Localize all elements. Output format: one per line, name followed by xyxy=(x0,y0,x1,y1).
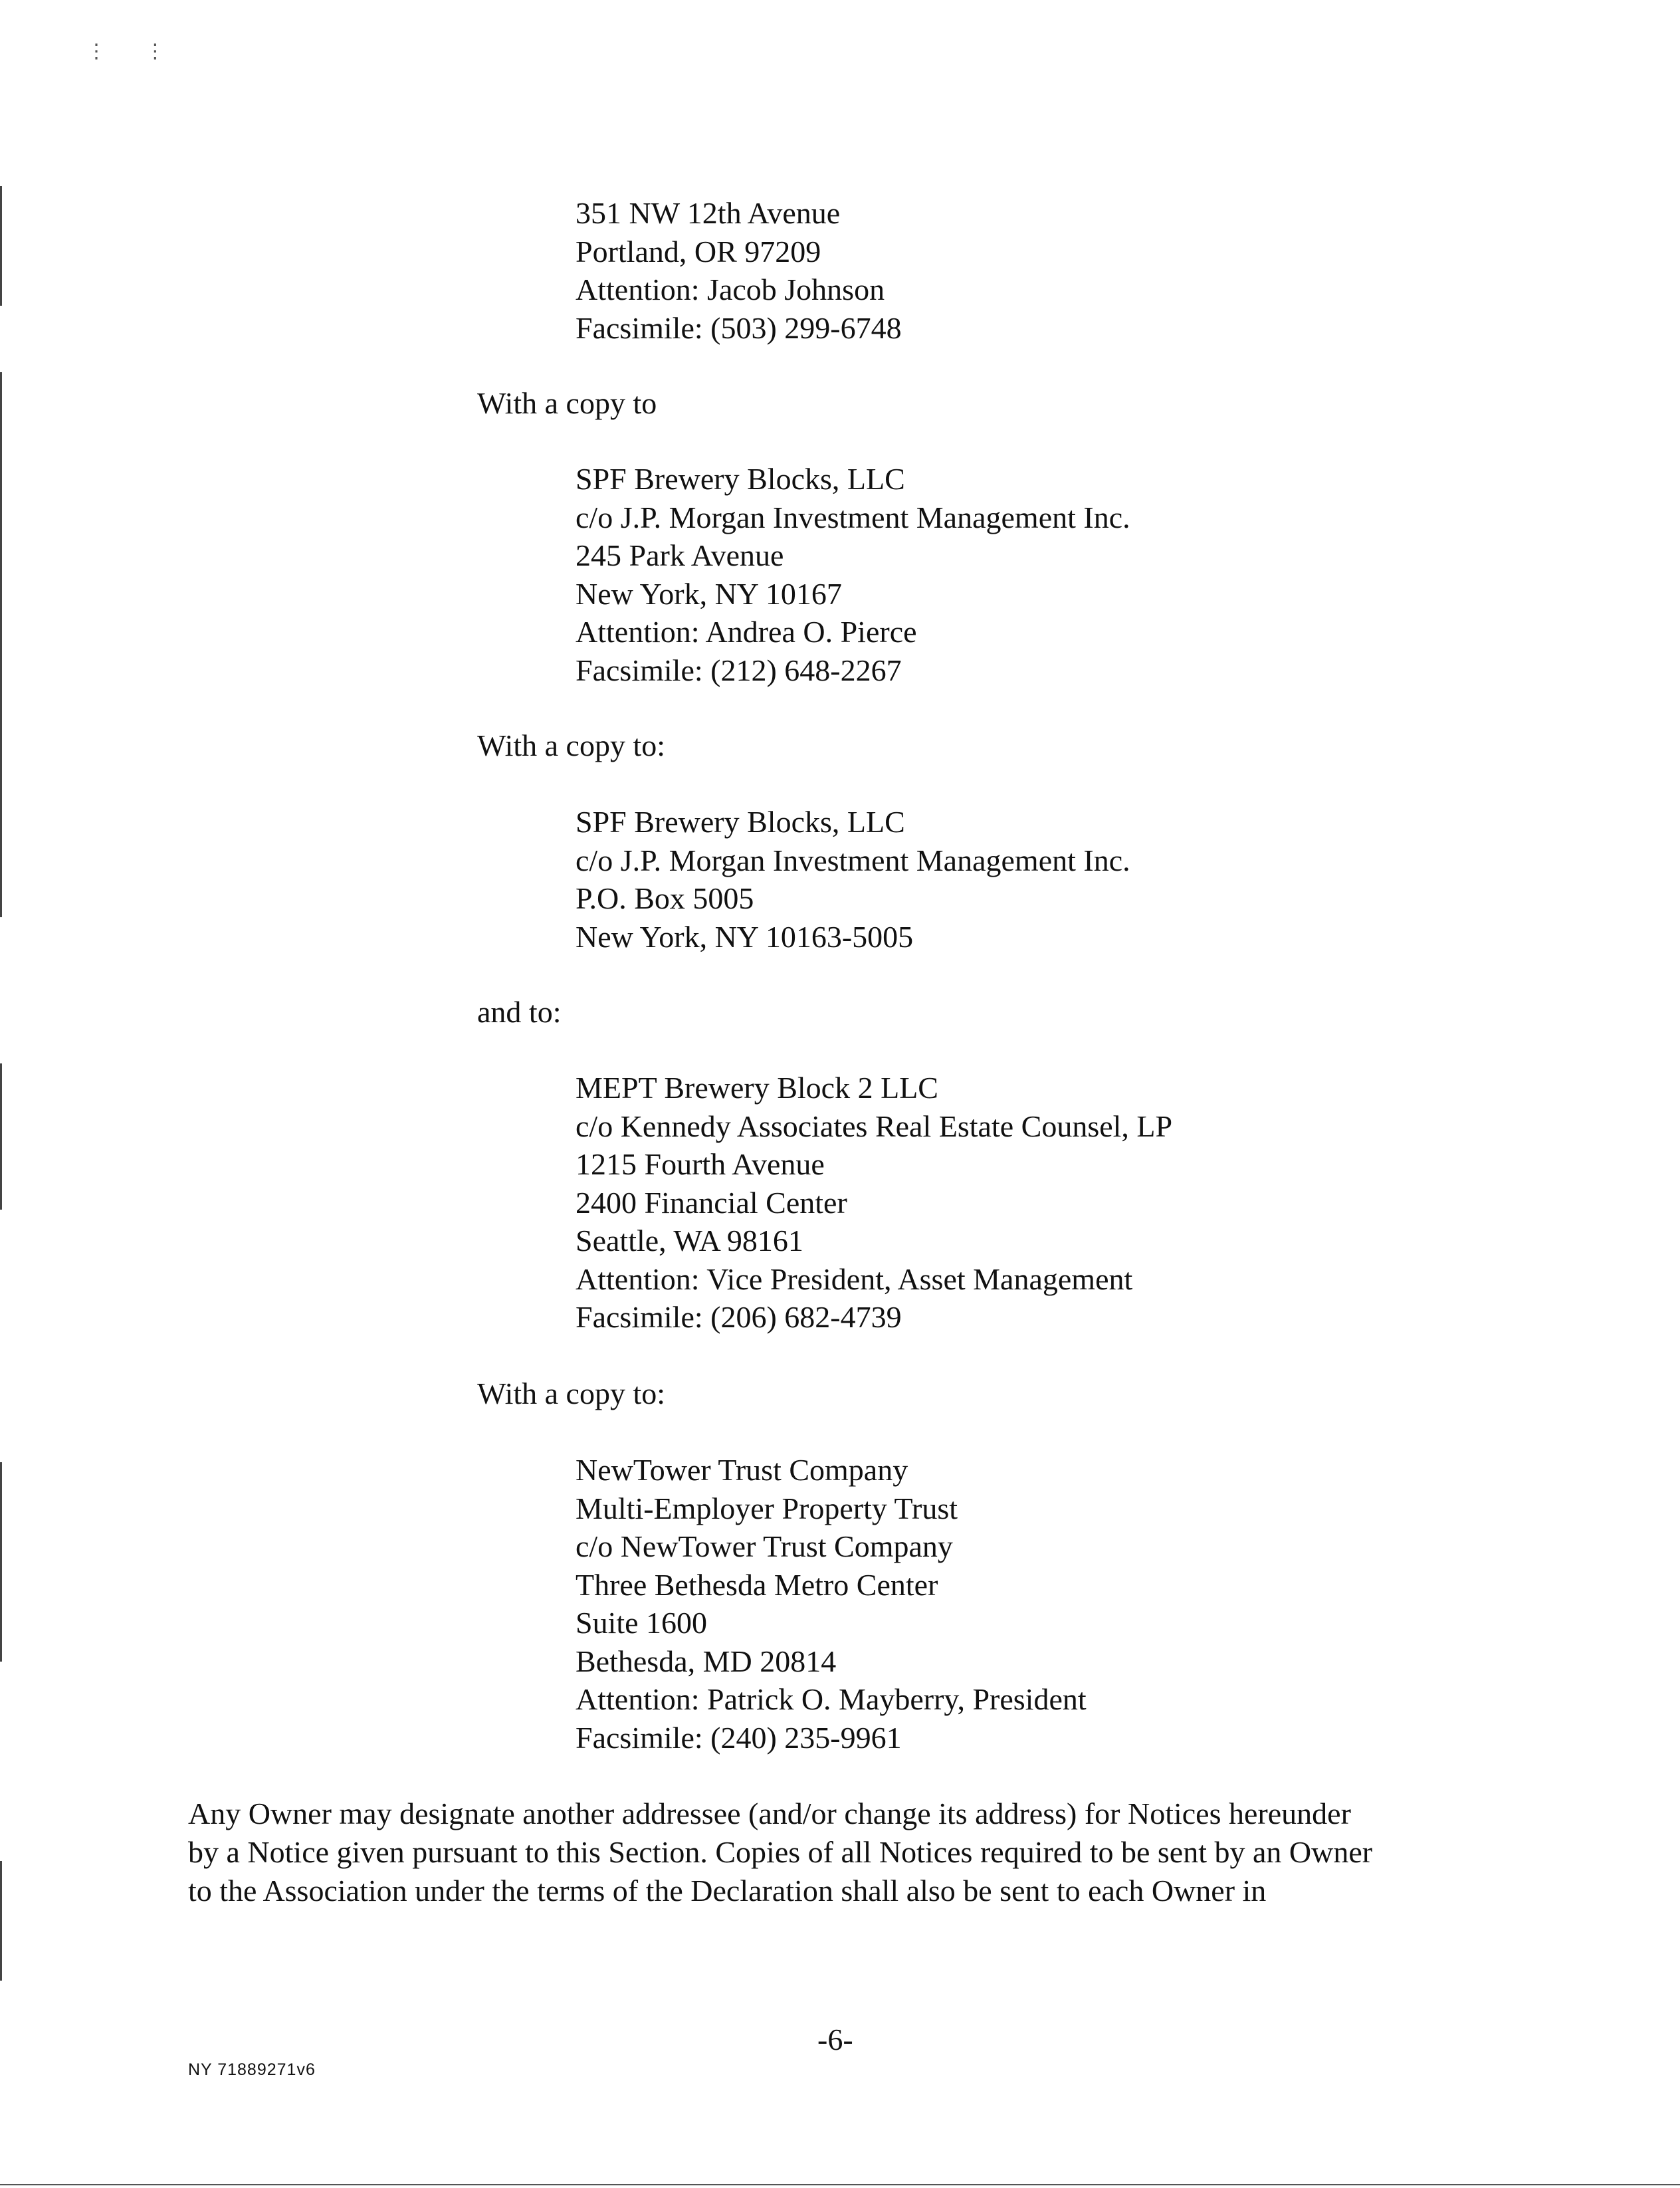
address-line: Bethesda, MD 20814 xyxy=(576,1644,837,1678)
address-line: SPF Brewery Blocks, LLC xyxy=(576,462,905,496)
address-line: Suite 1600 xyxy=(576,1606,708,1640)
copy-intro: With a copy to: xyxy=(477,728,666,762)
address-block-spf-park-avenue xyxy=(576,460,1130,689)
address-line: New York, NY 10167 xyxy=(576,576,842,611)
address-block-portland xyxy=(576,194,902,347)
address-line: Facsimile: (503) 299-6748 xyxy=(576,310,902,345)
address-line: c/o NewTower Trust Company xyxy=(576,1529,953,1563)
address-line: Multi-Employer Property Trust xyxy=(576,1491,958,1525)
scan-edge-mark xyxy=(0,1063,2,1210)
paragraph-line: to the Association under the terms of the Declaration shall also be sent to each Owner in xyxy=(188,1874,1267,1908)
address-block-newtower xyxy=(576,1451,1087,1757)
scan-specks: ⋮ ⋮ xyxy=(86,41,165,62)
paragraph-line: by a Notice given pursuant to this Section. Copies of all Notices required to be sent by an Owner xyxy=(188,1835,1373,1869)
address-block-spf-po-box xyxy=(576,803,1130,956)
address-line: Facsimile: (212) 648-2267 xyxy=(576,653,902,687)
address-line: Facsimile: (206) 682-4739 xyxy=(576,1300,902,1334)
address-line: NewTower Trust Company xyxy=(576,1453,908,1487)
address-line: c/o Kennedy Associates Real Estate Counsel, LP xyxy=(576,1109,1173,1143)
page-number: -6- xyxy=(817,2023,853,2056)
address-line: Attention: Patrick O. Mayberry, President xyxy=(576,1682,1087,1716)
document-id: NY 71889271v6 xyxy=(188,2060,316,2079)
address-line: c/o J.P. Morgan Investment Management Inc. xyxy=(576,843,1130,877)
address-line: Three Bethesda Metro Center xyxy=(576,1567,938,1602)
address-line: Attention: Jacob Johnson xyxy=(576,273,885,306)
copy-intro: With a copy to xyxy=(477,386,657,420)
address-line: 351 NW 12th Avenue xyxy=(576,196,841,230)
paragraph-line: Any Owner may designate another addressee (and/or change its address) for Notices hereunder xyxy=(188,1797,1351,1830)
scan-bottom-edge xyxy=(0,2184,1680,2185)
address-line: Attention: Vice President, Asset Management xyxy=(576,1261,1133,1296)
address-line: P.O. Box 5005 xyxy=(576,881,754,915)
copy-intro: With a copy to: xyxy=(477,1376,666,1410)
scan-edge-mark xyxy=(0,186,2,306)
scan-edge-mark xyxy=(0,1861,2,1981)
address-block-mept xyxy=(576,1069,1172,1337)
address-line: MEPT Brewery Block 2 LLC xyxy=(576,1071,938,1105)
address-line: c/o J.P. Morgan Investment Management Inc. xyxy=(576,500,1130,534)
copy-intro: and to: xyxy=(477,995,562,1029)
closing-paragraph xyxy=(188,1795,1517,1910)
address-line: Facsimile: (240) 235-9961 xyxy=(576,1720,902,1755)
address-line: New York, NY 10163-5005 xyxy=(576,919,914,954)
address-line: 245 Park Avenue xyxy=(576,538,784,572)
address-line: 1215 Fourth Avenue xyxy=(576,1147,825,1181)
address-line: Attention: Andrea O. Pierce xyxy=(576,615,917,649)
address-line: 2400 Financial Center xyxy=(576,1185,847,1220)
scan-edge-mark xyxy=(0,1462,2,1662)
address-line: Seattle, WA 98161 xyxy=(576,1224,803,1258)
address-line: SPF Brewery Blocks, LLC xyxy=(576,805,905,839)
scan-edge-mark xyxy=(0,372,2,917)
address-line: Portland, OR 97209 xyxy=(576,234,821,269)
